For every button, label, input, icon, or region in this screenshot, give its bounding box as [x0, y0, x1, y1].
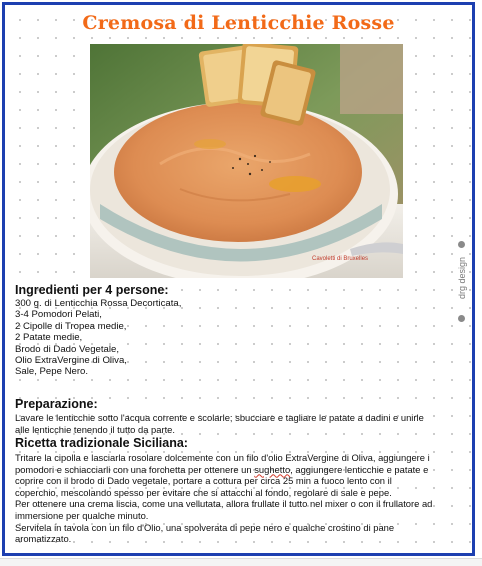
list-item: Olio ExtraVergine di Oliva,	[15, 355, 127, 367]
list-item: 2 Cipolle di Tropea medie,	[15, 320, 127, 332]
apple-icon	[458, 315, 465, 322]
list-item: Sale, Pepe Nero.	[15, 366, 89, 378]
ricetta-heading: Ricetta tradizionale Siciliana:	[15, 436, 188, 450]
ricetta-text	[15, 452, 467, 545]
paragraph-line	[15, 464, 467, 476]
ingredients-heading: Ingredienti per 4 persone:	[15, 283, 169, 297]
list-item: Brodo di Dado Vegetale,	[15, 343, 120, 355]
soup-photo-illustration	[90, 44, 403, 278]
paragraph-line: immersione per qualche minuto.	[15, 509, 149, 521]
preparazione-text	[15, 412, 467, 435]
preparazione-heading: Preparazione:	[15, 397, 98, 411]
paragraph-line: Tritare la cipolla e lasciarla rosolare dolcemente con un filo d'olio ExtraVergine di Oliva, aggiungere i	[15, 452, 430, 463]
paragraph-line: coperchio, mescolando spesso per evitare che si attacchi al fondo, regolare di sale e pepe.	[15, 486, 392, 498]
list-item: 2 Patate medie,	[15, 332, 83, 344]
paragraph-line: aromatizzato.	[15, 533, 72, 545]
photo-caption: Cavoletti di Bruxelles	[312, 256, 369, 262]
paragraph-line: alle lenticchie tenendo il tutto da parte.	[15, 423, 176, 435]
list-item: 300 g. di Lenticchia Rossa Decorticata,	[15, 298, 182, 309]
paragraph-line: coprire con il brodo di Dado vegetale, portare a cottura per circa 25 min a fuoco lento con il	[15, 475, 392, 487]
recipe-title: Cremosa di Lenticchie Rosse	[82, 12, 395, 34]
watermark-text: drg design	[457, 256, 467, 300]
recipe-card	[2, 2, 475, 556]
paragraph-line: Per ottenere una crema liscia, come una vellutata, allora frullate il tutto nel mixer o con il frullatore ad	[15, 498, 433, 510]
paragraph-line: Lavare le lenticchie sotto l'acqua corrente e scolarle; sbucciare e tagliare le patate a dadini e unirle	[15, 412, 424, 423]
spellcheck-word: sughetto	[254, 463, 291, 475]
text-run: , aggiungere lenticchie e patate e	[290, 463, 429, 475]
soup-photo	[90, 44, 403, 278]
paragraph-line: Servitela in tavola con un filo d'Olio, una spolverata di pepe nero e qualche crostino di pane	[15, 521, 395, 533]
list-item: 3-4 Pomodori Pelati,	[15, 309, 102, 321]
ingredients-list	[15, 298, 435, 378]
watermark	[455, 241, 469, 323]
text-run: pomodori e schiacciarli con una forchetta per ottenere un	[15, 463, 255, 475]
